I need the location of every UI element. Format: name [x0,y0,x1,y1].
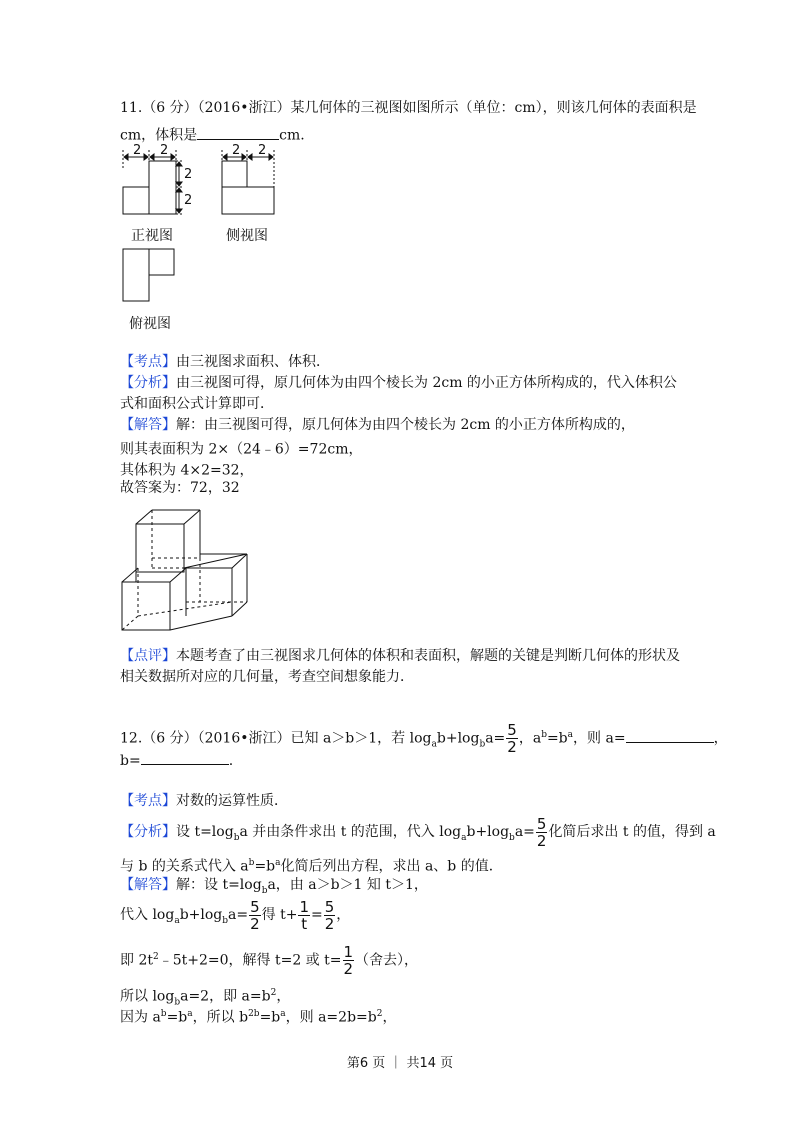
side-view-top-block [222,161,247,187]
dim-label: 2 [133,143,142,158]
dim-label: 2 [184,167,193,182]
q11-kaodian: 【考点】由三视图求面积、体积． [120,354,330,370]
answer-blank-a[interactable] [626,728,714,743]
q11-dianping: 【点评】本题考查了由三视图求几何体的体积和表面积，解题的关键是判断几何体的形状及 [120,648,680,664]
q12-jieda-equation: 即 $2t^2﹣5t+2=0$，解得 t=2 或 t= $\frac{1}{2}$ （舍去）， [120,943,419,979]
q11-jieda: 【解答】解：由三视图可得，原几何体为由四个棱长为 2cm 的小正方体所构成的， [120,417,635,433]
answer-blank-b[interactable] [141,750,229,765]
page-footer: 第6 页 ｜ 共14 页 [346,1056,454,1071]
side-view-bottom-block [222,187,274,214]
q11-fenxi: 【分析】由三视图可得，原几何体为由四个棱长为 2cm 的小正方体所构成的，代入体积公 [120,375,677,391]
fraction-5-over-2: $\frac{5}{2}$ [536,814,547,850]
top-view-left-block [123,249,149,301]
q12-kaodian: 【考点】对数的运算性质． [120,793,288,809]
q12-jieda-result: 所以 $\log_ba=2$，即 $a=b^2$， [120,988,291,1008]
q12-stem-line1: 12.（6 分）（2016•浙江）已知 a＞b＞1，若 $\log_ab+\log_ba=$ $\frac{5}{2}$ ，$a^b=b^a$，则 a= ， [120,721,728,757]
q11-fenxi-cont: 式和面积公式计算即可． [120,396,274,412]
front-view-caption: 正视图 [131,228,173,244]
dim-label: 2 [258,143,267,158]
answer-blank[interactable] [197,125,279,140]
q12-stem-line2: b= . [120,750,233,771]
q11-stem-line1: 11.（6 分）（2016•浙江）某几何体的三视图如图所示（单位：cm），则该几何体的表面积是 [120,100,697,116]
solid-figure [120,508,280,633]
dim-label: 2 [184,193,193,208]
fraction-5-over-2: $\frac{5}{2}$ [324,897,335,933]
q11-stem-line2: cm，体积是 cm. [120,122,305,146]
fraction-5-over-2: $\frac{5}{2}$ [507,721,517,757]
dim-label: 2 [160,143,169,158]
fraction-1-over-2: $\frac{1}{2}$ [343,943,354,979]
front-view-tall-block [149,161,176,214]
front-view-left-block [123,187,149,214]
fraction-1-over-t: $\frac{1}{t}$ [299,897,310,933]
top-view-caption: 俯视图 [129,316,171,332]
q11-jieda-volume: 其体积为 4×2=32， [120,462,254,479]
q11-answer: 故答案为：72，32 [120,480,240,496]
fraction-5-over-2: $\frac{5}{2}$ [250,897,260,933]
q12-jieda: 【解答】解：设 $t=\log_ba$，由 a＞b＞1 知 t＞1， [120,877,428,896]
side-view-caption: 侧视图 [226,228,268,244]
q11-jieda-surface: 则其表面积为 2×（24﹣6）=72cm， [120,441,363,458]
q12-fenxi-cont: 与 b 的关系式代入 $a^b=b^a$化简后列出方程，求出 a、b 的值． [120,858,503,875]
q11-dianping-cont: 相关数据所对应的几何量，考查空间想象能力． [120,669,414,685]
q12-jieda-final: 因为 $a^b=b^a$，所以 $b^{2b}=b^a$，则 $a=2b=b^2$， [120,1009,397,1026]
q12-jieda-substitute: 代入 $\log_ab+\log_ba=$ $\frac{5}{2}$ 得 t+ $\frac{1}{t}$ = $\frac{5}{2}$ ， [120,897,351,933]
dim-label: 2 [232,143,241,158]
q12-fenxi: 【分析】设 $t=\log_ba$ 并由条件求出 t 的范围，代入 $\log_ab+\log_ba=$ $\frac{5}{2}$ 化简后求出 t 的值，得到 a [120,814,716,850]
top-view-right-block [149,249,174,275]
